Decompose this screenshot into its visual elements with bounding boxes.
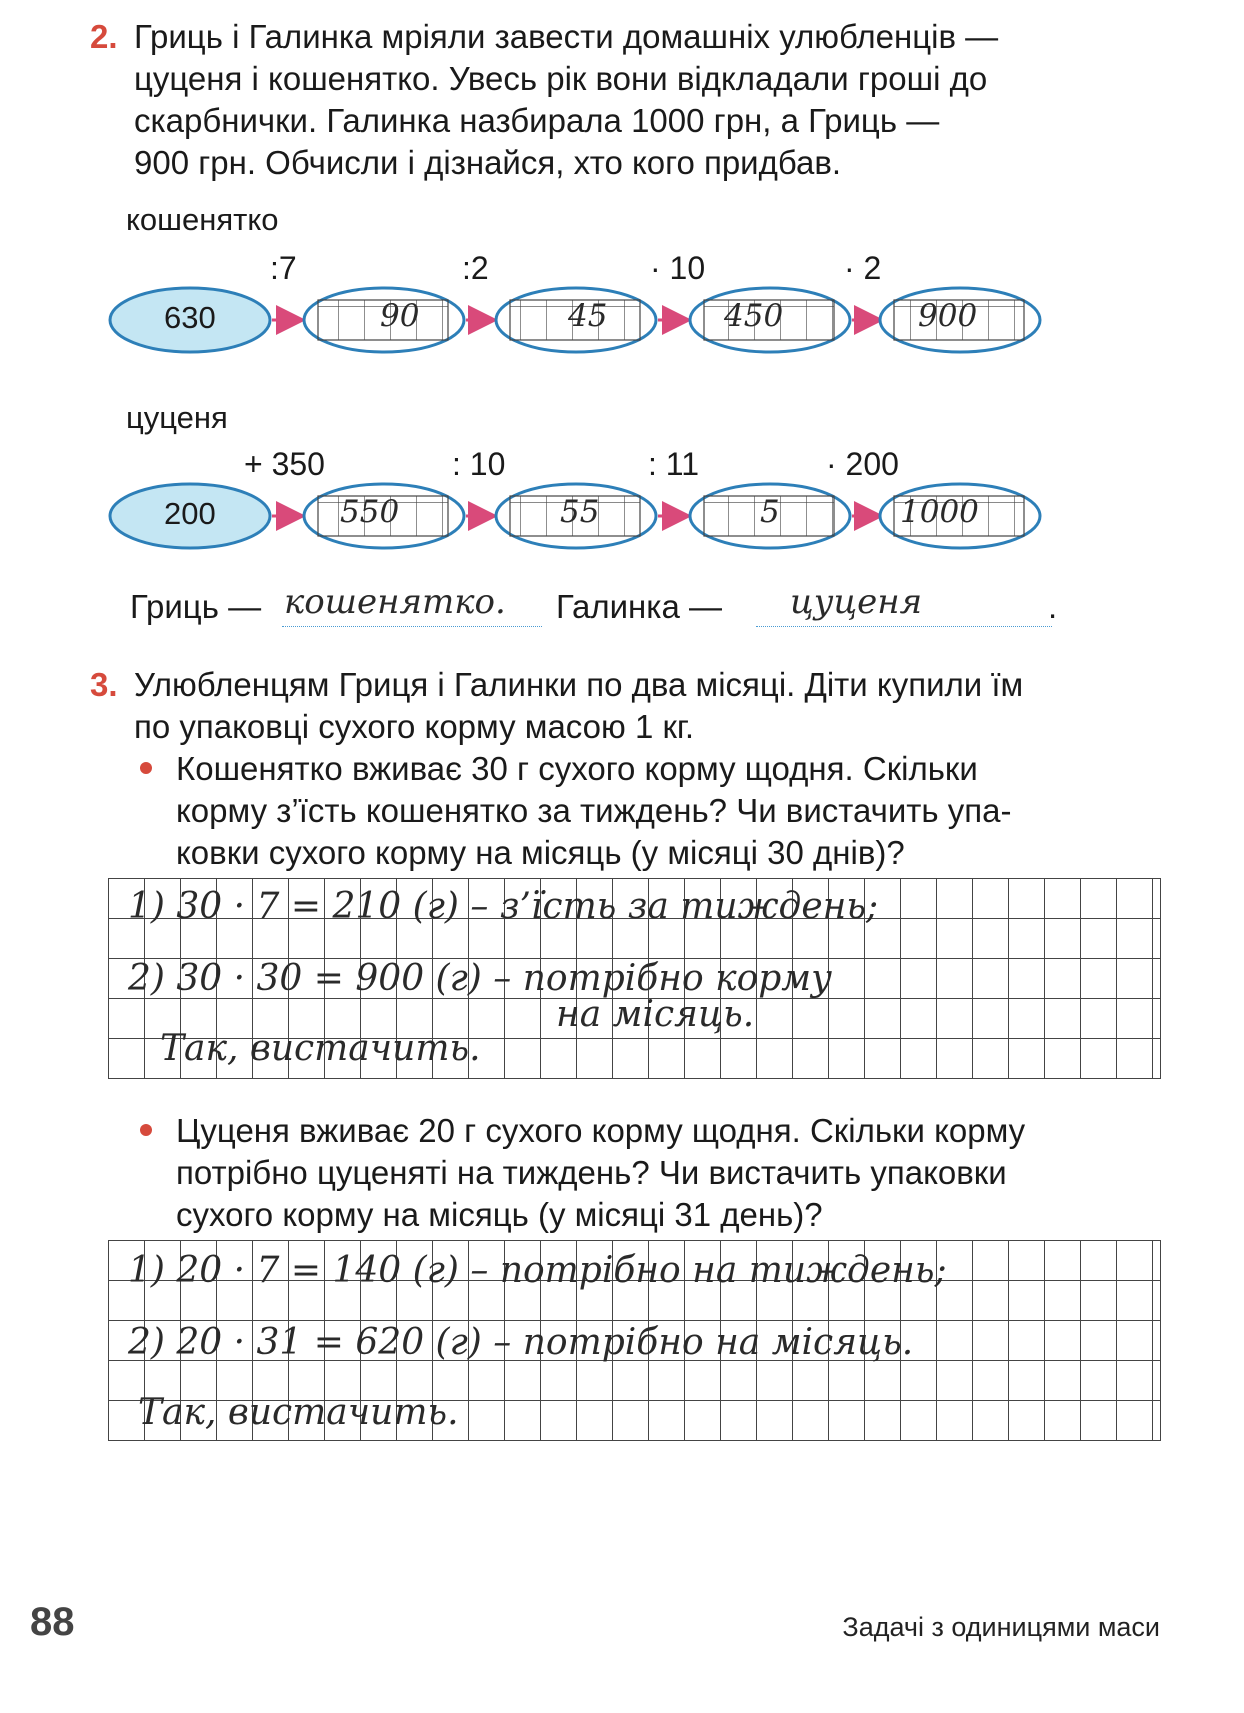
solution-line: 2) 20 · 31 = 620 (г) – потрібно на місяць. — [128, 1322, 914, 1363]
chain-op: · 2 — [844, 250, 882, 286]
part-text-line: Цуценя вживає 20 г сухого корму щодня. Скільки корму — [176, 1112, 1026, 1149]
task-text-line: Улюбленцям Гриця і Галинки по два місяці. Діти купили їм — [134, 666, 1024, 703]
start-value: 630 — [164, 300, 216, 335]
answer-blank — [282, 626, 542, 627]
chain-op: : 10 — [452, 446, 506, 482]
result-value: 90 — [380, 298, 420, 334]
task-number: 2. — [90, 18, 118, 55]
page-number: 88 — [30, 1600, 75, 1644]
chain-label: цуценя — [126, 400, 228, 435]
part-text-line: сухого корму на місяць (у місяці 31 день)? — [176, 1196, 823, 1233]
answer-blank — [756, 626, 1052, 627]
chain-label: кошенятко — [126, 202, 279, 237]
answer-value: кошенятко. — [284, 582, 506, 622]
task-text-line: 900 грн. Обчисли і дізнайся, хто кого придбав. — [134, 144, 842, 181]
part-text-line: корму з’їсть кошенятко за тиждень? Чи вистачить упа- — [176, 792, 1012, 829]
task-number: 3. — [90, 666, 118, 703]
solution-line: 1) 30 · 7 = 210 (г) – з’їсть за тиждень; — [128, 886, 879, 927]
result-value: 900 — [918, 298, 978, 334]
chain-op: + 350 — [244, 446, 325, 482]
answer-prefix: Гриць — — [130, 588, 262, 625]
chain-op: : 11 — [648, 446, 699, 482]
task-text-line: цуценя і кошенятко. Увесь рік вони відкладали гроші до — [134, 60, 988, 97]
solution-line: Так, вистачить. — [138, 1392, 459, 1433]
bullet — [140, 1124, 152, 1136]
bullet — [140, 762, 152, 774]
solution-line: Так, вистачить. — [160, 1028, 481, 1069]
task-text-line: Гриць і Галинка мріяли завести домашніх улюбленців — — [134, 18, 999, 55]
start-value: 200 — [164, 496, 216, 531]
answer-end: . — [1048, 588, 1058, 625]
solution-line: на місяць. — [556, 994, 755, 1035]
part-text-line: ковки сухого корму на місяць (у місяці 30 днів)? — [176, 834, 905, 871]
solution-grid — [108, 1240, 1161, 1441]
solution-line: 2) 30 · 30 = 900 (г) – потрібно корму — [128, 958, 833, 999]
chain-op: · 10 — [650, 250, 706, 286]
result-value: 450 — [724, 298, 784, 334]
solution-grid — [108, 878, 1161, 1079]
task-text-line: по упаковці сухого корму масою 1 кг. — [134, 708, 695, 745]
chain-op: · 200 — [826, 446, 899, 482]
solution-line: 1) 20 · 7 = 140 (г) – потрібно на тиждень; — [128, 1250, 947, 1291]
part-text-line: потрібно цуценяті на тиждень? Чи вистачить упаковки — [176, 1154, 1007, 1191]
result-value: 45 — [568, 298, 608, 334]
chain-op: :2 — [462, 250, 489, 286]
result-value: 1000 — [900, 494, 979, 530]
part-text-line: Кошенятко вживає 30 г сухого корму щодня. Скільки — [176, 750, 978, 787]
result-value: 550 — [340, 494, 400, 530]
answer-value: цуценя — [790, 582, 923, 622]
result-value: 5 — [760, 494, 780, 530]
chain-op: :7 — [270, 250, 297, 286]
task-text-line: скарбнички. Галинка назбирала 1000 грн, а Гриць — — [134, 102, 940, 139]
answer-middle: Галинка — — [556, 588, 722, 625]
section-title: Задачі з одиницями маси — [842, 1612, 1160, 1642]
result-value: 55 — [560, 494, 600, 530]
